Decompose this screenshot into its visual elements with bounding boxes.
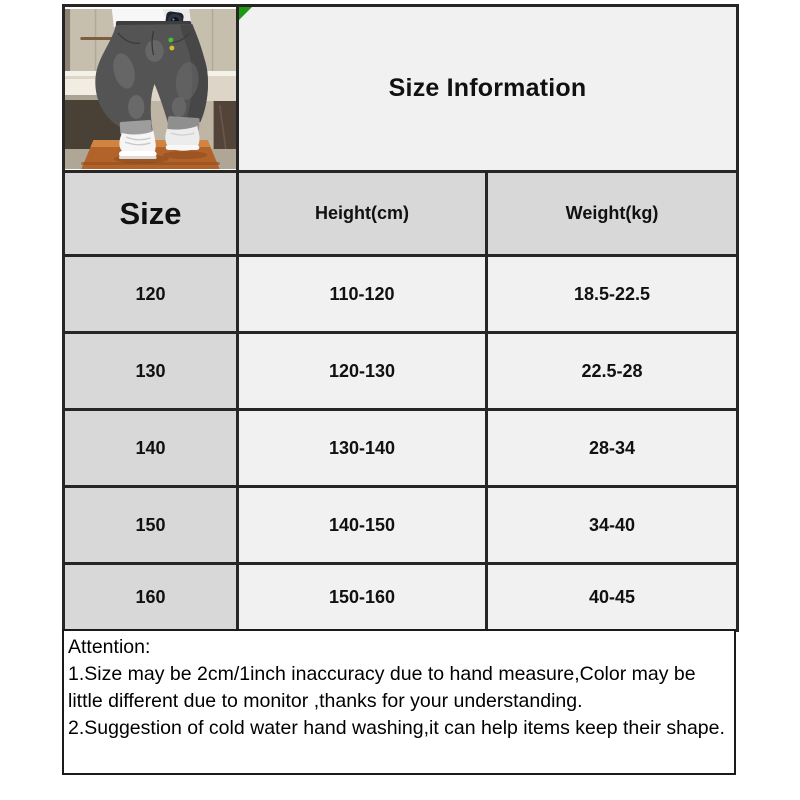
size-table [62, 4, 739, 632]
table-row [64, 410, 738, 487]
weight-cell: 22.5-28 [487, 333, 738, 410]
size-cell: 130 [64, 333, 238, 410]
height-cell: 120-130 [238, 333, 487, 410]
attention-note-1: 1.Size may be 2cm/1inch inaccuracy due to hand measure,Color may be little different due to monitor ,thanks for your understanding. [68, 663, 696, 712]
table-row [64, 333, 738, 410]
weight-cell: 28-34 [487, 410, 738, 487]
height-cell: 110-120 [238, 256, 487, 333]
size-chart-sheet [62, 4, 736, 775]
size-information-title-cell [238, 6, 738, 172]
weight-cell: 40-45 [487, 564, 738, 631]
attention-notes [62, 629, 736, 775]
column-header-weight: Weight(kg) [487, 172, 738, 256]
table-row [64, 564, 738, 631]
product-photo-cell [64, 6, 238, 172]
table-row [64, 256, 738, 333]
height-cell: 150-160 [238, 564, 487, 631]
column-header-size: Size [64, 172, 238, 256]
table-header-row [64, 172, 738, 256]
table-row [64, 487, 738, 564]
weight-cell: 18.5-22.5 [487, 256, 738, 333]
size-cell: 160 [64, 564, 238, 631]
height-cell: 140-150 [238, 487, 487, 564]
height-cell: 130-140 [238, 410, 487, 487]
product-photo [65, 9, 236, 169]
page-title: Size Information [388, 74, 587, 102]
size-cell: 150 [64, 487, 238, 564]
weight-cell: 34-40 [487, 487, 738, 564]
attention-note-2: 2.Suggestion of cold water hand washing,it can help items keep their shape. [68, 717, 725, 739]
size-cell: 140 [64, 410, 238, 487]
column-header-height: Height(cm) [238, 172, 487, 256]
green-corner-marker-icon [239, 7, 252, 20]
size-cell: 120 [64, 256, 238, 333]
attention-heading: Attention: [68, 636, 151, 658]
